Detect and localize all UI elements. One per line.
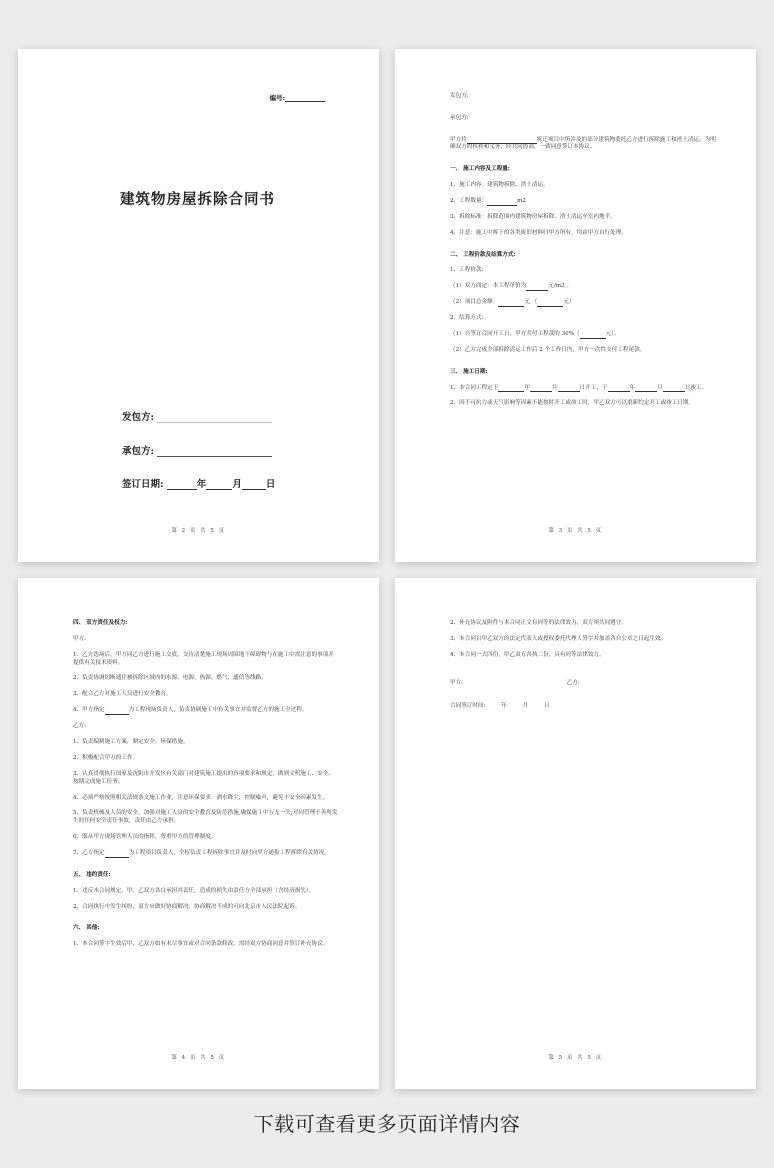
month-label: 月 xyxy=(232,479,242,490)
section-1-title: 一、 施工内容及工程量: xyxy=(450,166,510,173)
contractor-line: 承包方: xyxy=(450,114,469,121)
text-line: 2、工程数量： m2 xyxy=(450,197,526,204)
year-label: 年 xyxy=(196,479,207,490)
party-a-sign-label: 甲方: xyxy=(450,679,464,686)
section-3-title: 三、 施工日期: xyxy=(450,368,488,375)
page-footer: 第 2 页 共 5 页 xyxy=(171,528,226,534)
text-line: 1、乙方选场后，甲方同乙方进行施工交底，交待清楚施工现场周围地下障碍物与在施工中需注意的事项并提供有关技术资料。 xyxy=(73,651,334,666)
text-line: 2、合同执行中发生纠纷，双方应做好协商解决，协商解决不成的可向北京市人民法院起诉。 xyxy=(73,903,301,910)
text-line: 5、负责机械及人员的安全，加强对施工人员的安全教育及防范措施,确保施工中万无一失;对因管理不善所发生的任何安全责任事故，责任由乙方承担。 xyxy=(73,810,338,825)
page-text xyxy=(73,620,339,957)
section-6-title: 六、 其他: xyxy=(73,925,100,932)
download-caption: 下载可查看更多页面详情内容 xyxy=(253,1112,521,1136)
page-footer: 第 5 页 共 5 页 xyxy=(548,1055,603,1061)
section-4-title: 四、 双方责任及权力: xyxy=(73,620,128,626)
text-line: 4、注意：施工中拆下的各类废旧材料归甲方所有，均由甲方自行处理。 xyxy=(450,229,627,236)
page-text xyxy=(450,620,716,719)
sign-time-label: 合同签订时间: xyxy=(450,703,486,710)
text-line: 3、认真贯彻执行国家及沈阳市开发区有关部门对建筑施工提出的各项要求和规定，做到文明施工、安全、按期完成施工任务。 xyxy=(73,770,334,785)
text-line: 1、负责编制施工方案，制定安全、环保措施。 xyxy=(73,739,189,746)
text-line: 4、必须严格按照相关法规条文施工作业，注意环保要求：洒水降尘，控制噪声，避免不安全因素发生。 xyxy=(73,794,329,801)
text-line: 1、违反本合同规定，甲、乙双方各自承担其责任，造成的损失由责任方全部承担（含经济损失）。 xyxy=(73,887,315,894)
contract-number-label: 编号: xyxy=(269,94,285,102)
text-line: 6、服从甲方现场管理人员的指挥，尊重甲方的管理制度。 xyxy=(73,834,217,841)
contractor-field xyxy=(122,443,272,457)
text-line: 2、积极配合甲方的工作。 xyxy=(73,754,139,761)
contractor-label: 承包方: xyxy=(122,446,155,457)
contract-page-5 xyxy=(395,578,756,1089)
contract-page-4 xyxy=(18,578,379,1089)
section-5-title: 五、 违约责任: xyxy=(73,871,111,878)
day-label: 日 xyxy=(265,479,276,490)
intro-paragraph: 甲方将 拆迁项目中所涉及的部分建筑物委托乙方进行拆除施工和渣土清运。为明确双方的权利和义务，经共同协商，一致同意签订本协议。 xyxy=(450,136,716,151)
document-title: 建筑物房屋拆除合同书 xyxy=(120,192,275,208)
text-line: 2、结算方式: xyxy=(450,315,484,322)
party-b-sign-label: 乙方: xyxy=(566,679,580,686)
text-line: 3、配合乙方对施工人员进行安全教育。 xyxy=(73,691,172,698)
text-line: （1）自签订合同开工日，甲方共付工程款的 30%（ 元）。 xyxy=(450,331,620,337)
text-line: 4、本合同一式四份，甲乙双方各执二份，具有同等法律效力。 xyxy=(450,651,605,658)
sign-date-label: 签订日期: xyxy=(122,479,164,490)
contract-number-field xyxy=(270,93,325,102)
page-text xyxy=(450,93,716,416)
page-footer: 第 4 页 共 5 页 xyxy=(171,1055,226,1061)
contract-page-cover xyxy=(18,49,379,562)
text-line: 1、施工内容：建筑物拆除、渣土清运。 xyxy=(450,182,549,189)
party-b-heading: 乙方: xyxy=(73,723,87,730)
employer-line: 发包方: xyxy=(450,93,469,99)
text-line: 2、补充协议及附件与本合同正文有同等的法律效力，双方须共同遵守。 xyxy=(450,620,627,626)
section-2-title: 二、 工程价款及结算方式: xyxy=(450,251,516,258)
text-line: 3、拆除标准：拆除范围内建筑物房屋拆除、渣土清运至室内地平。 xyxy=(450,213,616,220)
contract-page-3 xyxy=(395,49,756,562)
text-line: （1）双方商定：本工程单价为 元/m2 。 xyxy=(450,283,572,290)
party-a-heading: 甲方: xyxy=(73,635,87,642)
text-line: 3、本合同自甲乙双方的法定代表人或授权委托代理人签字并加盖各自公章之日起生效。 xyxy=(450,635,667,642)
text-line: 2、因不可抗力或天气影响等因素不能按时开工或竣工时，甲乙双方可以重新约定开工或竣工日期。 xyxy=(450,400,695,407)
page-footer: 第 3 页 共 5 页 xyxy=(548,528,603,534)
text-line: 1、本合同工程定于 年 月 日开工，于 年 月 日竣工。 xyxy=(450,384,708,391)
text-line: 2、负责协调切断通往被拆除区域内的水源、电源、热源、燃气、通信等线路。 xyxy=(73,675,267,682)
signature-line xyxy=(450,680,716,688)
text-line: 7、乙方指定 为工程项目负责人，全权负责工程拆除事宜并及时向甲方通报工程拆除有关情况。 xyxy=(73,849,330,856)
sign-time-line: 合同签订时间: 年 月 日 xyxy=(450,703,550,710)
employer-label: 发包方: xyxy=(122,412,155,423)
text-line: （2）项目总金额： 元 （ 元） xyxy=(450,299,575,306)
text-line: 1、本合同签字生效后甲、乙双方如有未尽事宜或对合同条款修改，需经双方协商同意并签订补充协议。 xyxy=(73,941,329,948)
text-line: 4、甲方指定 为工程现场负责人，负责协调施工中有关事宜并监督乙方的施工全过程。 xyxy=(73,707,308,714)
sign-date-field xyxy=(122,476,275,490)
text-line: （2）乙方完成全部拆除清运工作后 2 个工作日内，甲方一次性支付工程尾款。 xyxy=(450,346,646,353)
text-line: 1、工程价款: xyxy=(450,267,484,274)
employer-field xyxy=(122,409,272,423)
